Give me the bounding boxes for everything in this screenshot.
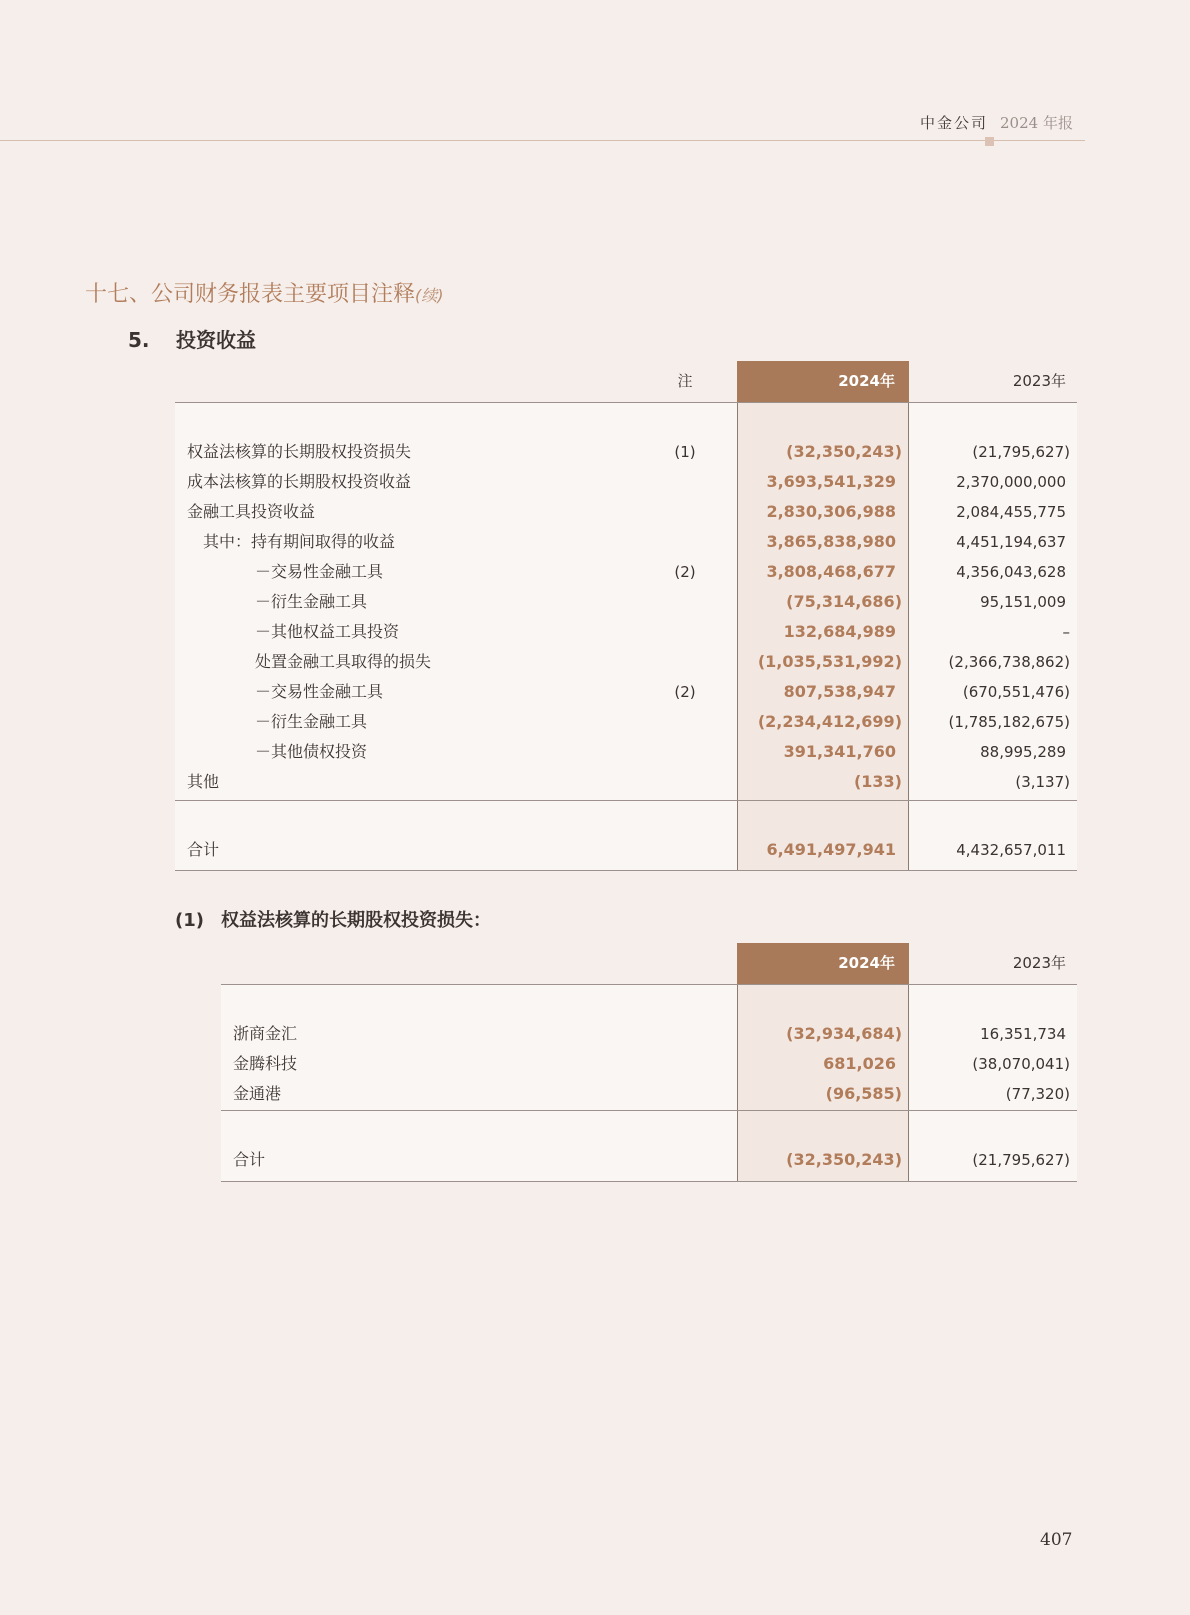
table1-total-label: 合计 [187, 840, 220, 859]
table1-header-note: 注 [677, 372, 693, 390]
subsection-text: 投资收益 [176, 328, 256, 352]
table-row [0, 497, 1190, 527]
table2-total-label: 合计 [233, 1150, 266, 1169]
row-value-2023: (1,785,182,675) [948, 713, 1070, 731]
table2-total-row [0, 1145, 1190, 1175]
table-row [0, 587, 1190, 617]
row-value-2024: (32,934,684) [786, 1024, 902, 1043]
row-label: 浙商金汇 [233, 1024, 298, 1043]
row-value-2024: (75,314,686) [786, 592, 902, 611]
header-marker [985, 137, 994, 146]
row-value-2023: 4,451,194,637 [956, 533, 1066, 551]
table-row [0, 647, 1190, 677]
table1-header-rule [175, 402, 1077, 403]
row-value-2024: 391,341,760 [783, 742, 896, 761]
row-value-2023: 2,370,000,000 [956, 473, 1066, 491]
row-value-2023: (3,137) [1015, 773, 1070, 791]
table-row [0, 527, 1190, 557]
row-value-2023: (670,551,476) [962, 683, 1070, 701]
section-title-text: 十七、公司财务报表主要项目注释 [85, 282, 416, 307]
table-row [0, 1049, 1190, 1079]
row-value-2024: (1,035,531,992) [757, 652, 902, 671]
row-note: (2) [674, 563, 696, 581]
row-value-2024: (133) [853, 772, 902, 791]
row-label: －衍生金融工具 [255, 592, 368, 611]
table2-header-2024: 2024年 [737, 943, 909, 984]
page-number: 407 [1040, 1530, 1073, 1550]
table-row [0, 617, 1190, 647]
row-value-2024: 3,865,838,980 [766, 532, 896, 551]
table2-total-2023: (21,795,627) [972, 1151, 1070, 1169]
subsection-title [128, 324, 256, 353]
table2-header-2023: 2023年 [1012, 954, 1066, 972]
row-label: 其他 [187, 772, 220, 791]
table-row [0, 707, 1190, 737]
table-row [0, 437, 1190, 467]
row-label: －衍生金融工具 [255, 712, 368, 731]
table-row [0, 677, 1190, 707]
row-value-2023: – [1062, 623, 1070, 641]
row-value-2023: 16,351,734 [980, 1025, 1066, 1043]
row-label: 权益法核算的长期股权投资损失 [187, 442, 412, 461]
table1-header-2023: 2023年 [1012, 372, 1066, 390]
row-value-2023: 88,995,289 [980, 743, 1066, 761]
table1-total-row [0, 835, 1190, 865]
table2-total-2024: (32,350,243) [786, 1150, 902, 1169]
table-row [0, 1079, 1190, 1109]
row-label: －交易性金融工具 [255, 562, 384, 581]
table-row [0, 1019, 1190, 1049]
row-value-2023: 4,356,043,628 [956, 563, 1066, 581]
table1-header-2024: 2024年 [737, 361, 909, 402]
row-value-2023: (21,795,627) [972, 443, 1070, 461]
row-value-2023: (2,366,738,862) [948, 653, 1070, 671]
row-label: 金融工具投资收益 [187, 502, 316, 521]
table2-subtotal-rule [221, 1110, 1077, 1111]
row-value-2024: 807,538,947 [783, 682, 896, 701]
subsection-number: 5. [128, 328, 150, 352]
row-label: －交易性金融工具 [255, 682, 384, 701]
table1-subtotal-rule [175, 800, 1077, 801]
row-value-2024: (96,585) [825, 1084, 902, 1103]
row-label: －其他债权投资 [255, 742, 368, 761]
row-label: 成本法核算的长期股权投资收益 [187, 472, 412, 491]
row-label: －其他权益工具投资 [255, 622, 400, 641]
section-title [85, 277, 444, 308]
row-note: (1) [674, 443, 696, 461]
row-value-2023: 95,151,009 [980, 593, 1066, 611]
row-value-2023: 2,084,455,775 [956, 503, 1066, 521]
header-rule [0, 140, 1085, 141]
table-row [0, 767, 1190, 797]
table1-total-2023: 4,432,657,011 [956, 841, 1066, 859]
row-value-2024: 2,830,306,988 [766, 502, 896, 521]
section-title-suffix: (续) [415, 286, 444, 305]
row-value-2023: (38,070,041) [972, 1055, 1070, 1073]
header-report: 2024 年报 [1000, 114, 1073, 132]
table-row [0, 467, 1190, 497]
row-value-2024: (2,234,412,699) [757, 712, 902, 731]
running-header [920, 112, 1073, 133]
row-value-2024: 3,693,541,329 [766, 472, 896, 491]
row-label: 金腾科技 [233, 1054, 298, 1073]
table-row [0, 557, 1190, 587]
row-value-2024: 681,026 [823, 1054, 896, 1073]
row-note: (2) [674, 683, 696, 701]
note1-title-text: 权益法核算的长期股权投资损失： [221, 910, 491, 931]
row-label: 其中：持有期间取得的收益 [203, 532, 396, 551]
row-value-2023: (77,320) [1005, 1085, 1070, 1103]
row-value-2024: 3,808,468,677 [766, 562, 896, 581]
table1-total-2024: 6,491,497,941 [766, 840, 896, 859]
row-value-2024: 132,684,989 [783, 622, 896, 641]
table2-header-rule [221, 984, 1077, 985]
row-label: 金通港 [233, 1084, 282, 1103]
header-company: 中金公司 [920, 114, 989, 132]
note1-title [175, 906, 491, 932]
table-row [0, 737, 1190, 767]
note1-number: (1) [175, 910, 204, 931]
row-value-2024: (32,350,243) [786, 442, 902, 461]
row-label: 处置金融工具取得的损失 [255, 652, 432, 671]
